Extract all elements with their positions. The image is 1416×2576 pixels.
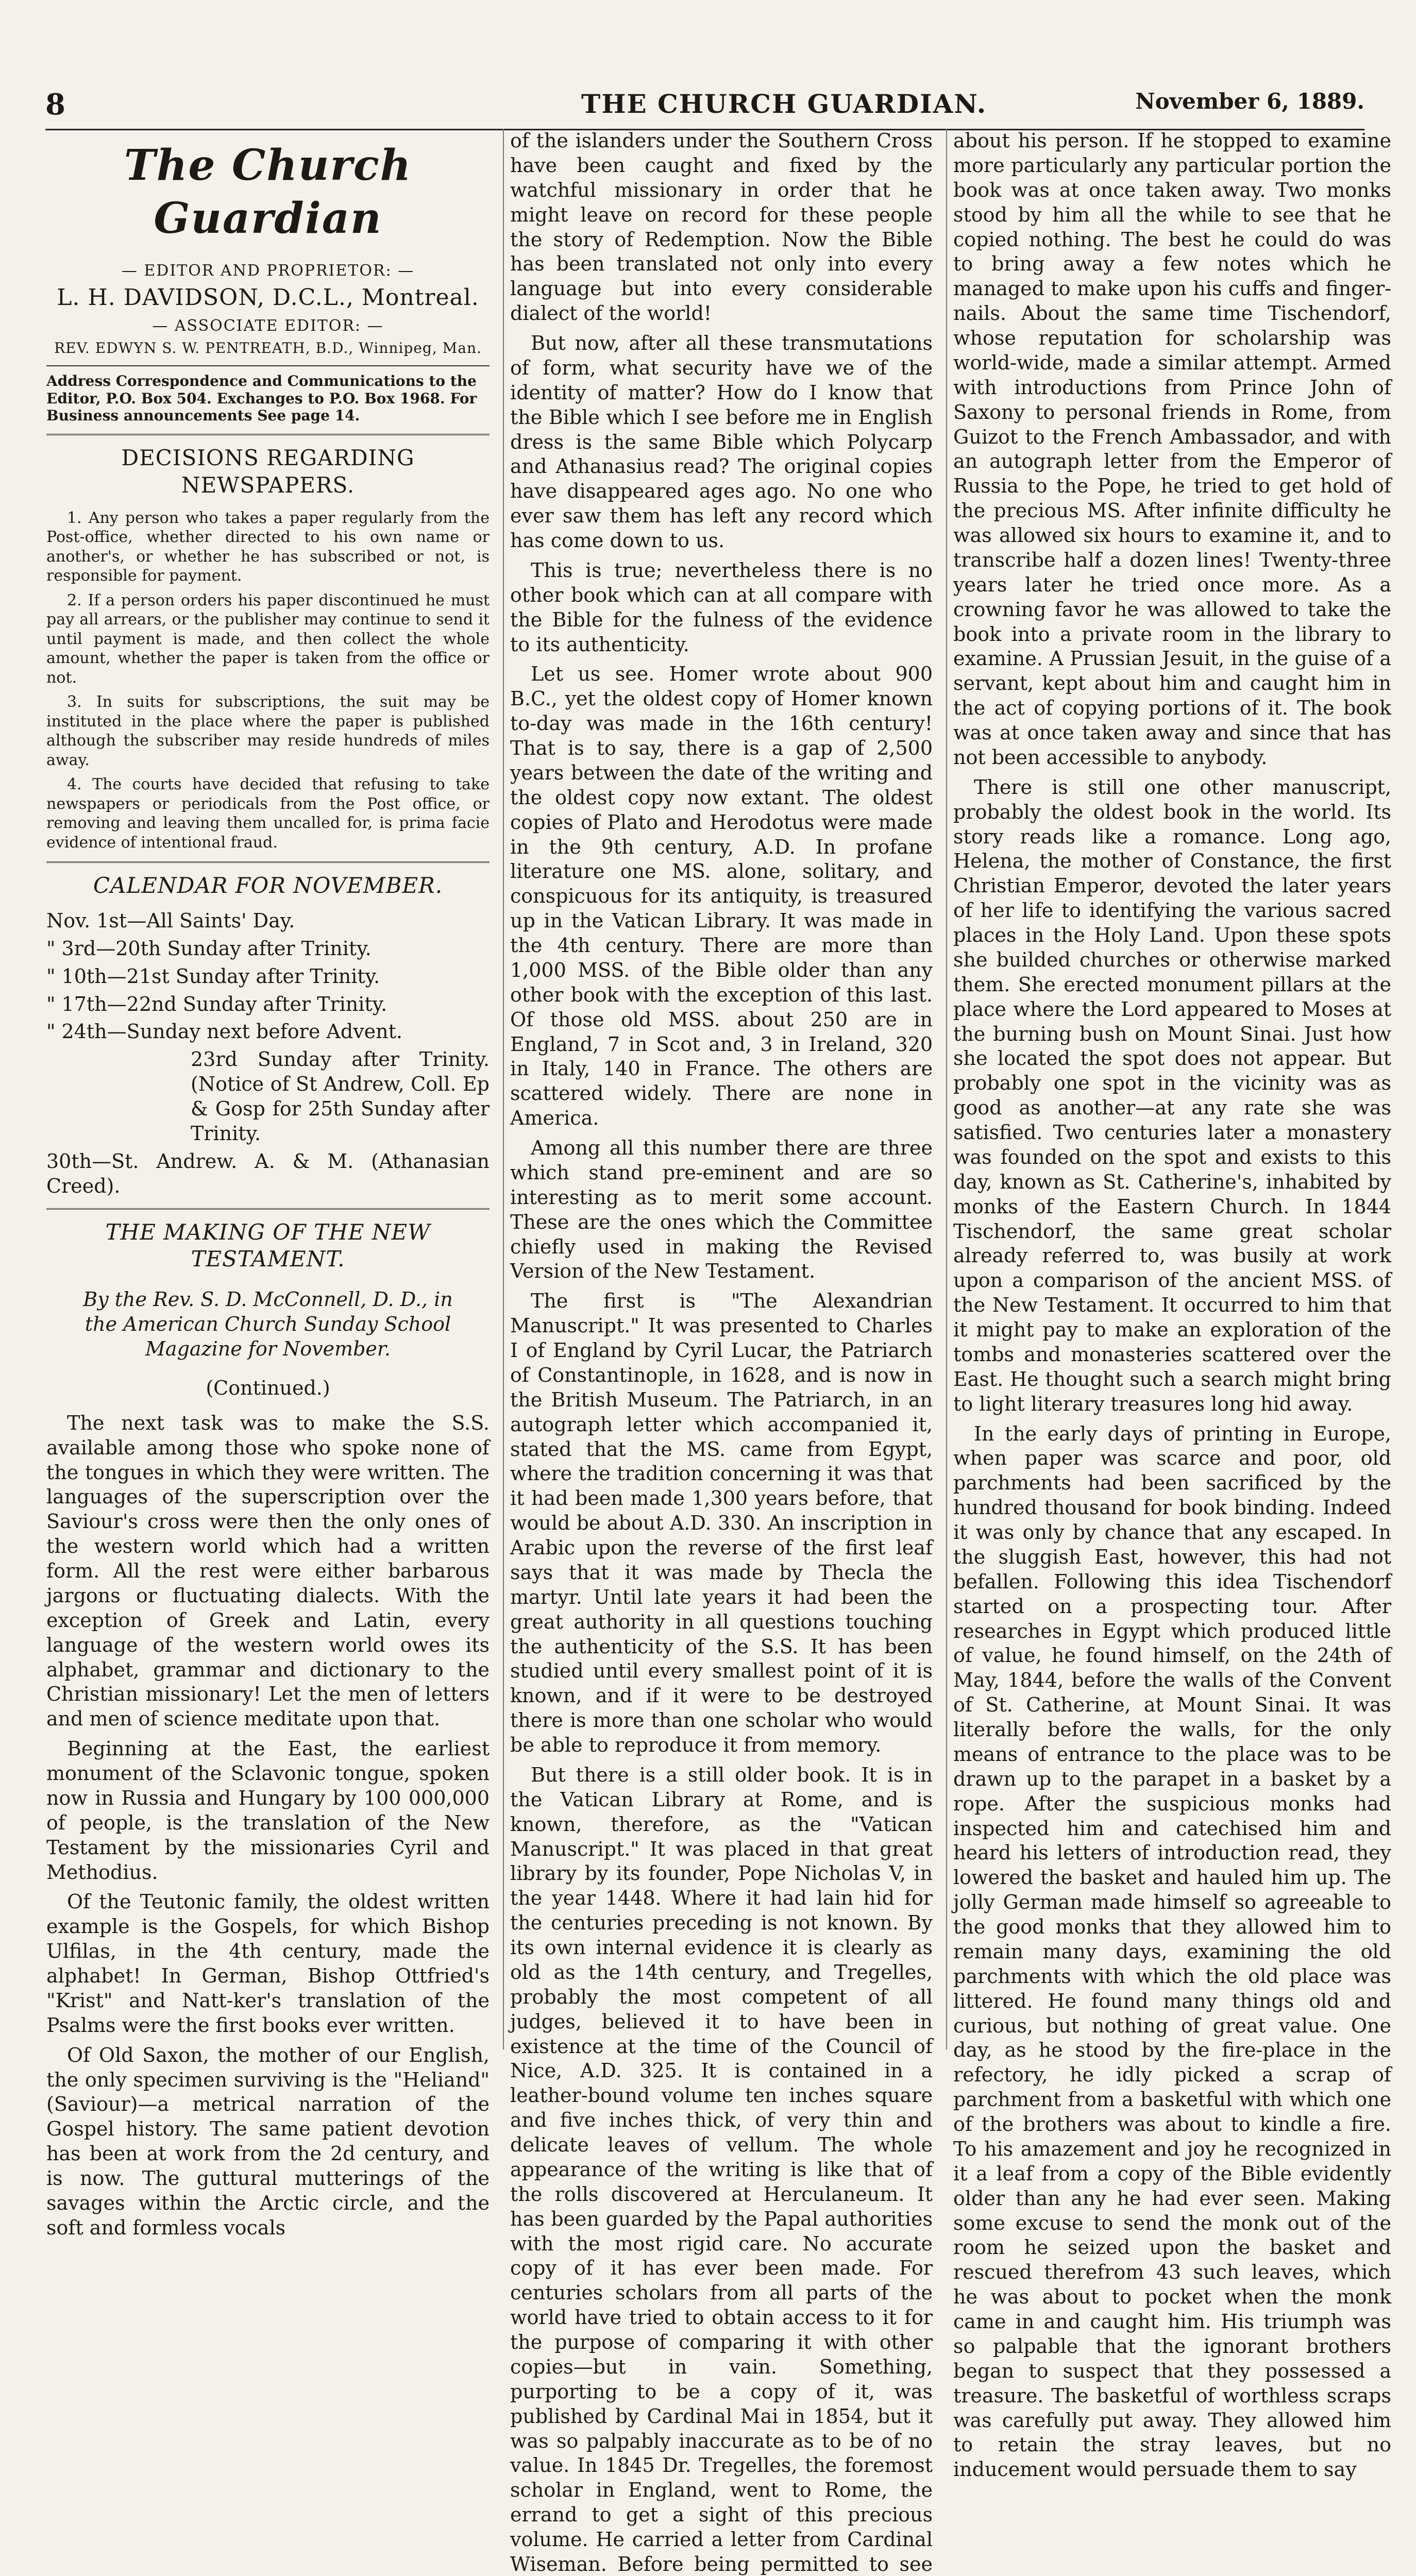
article-paragraph: Among all this number there are three which stand pre-eminent and are so interesting as to merit some account. These are the ones which the Committee chiefly used in making the Revised Version of the New Testament. [510, 1137, 933, 1283]
article-paragraph: Of the Teutonic family, the oldest written example is the Gospels, for which Bishop Ulfilas, in the 4th century, made the alphabet! In German, Bishop Ottfried's "Krist" and Natt-ker's translation of the Psalms were the first books ever written. [46, 1890, 490, 2037]
address-note: Address Correspondence and Communications to the Editor, P.O. Box 504. Exchanges to P.O. Box 1968. For Business announcements See page 14. [46, 365, 490, 425]
masthead-title: The Church Guardian [124, 141, 412, 244]
article-paragraph: Beginning at the East, the earliest monument of the Sclavonic tongue, spoken now in Russia and Hungary by 100 000,000 of people, is the translation of the New Testament by the missionaries Cyril and Methodius. [46, 1737, 490, 1884]
divider [46, 434, 490, 435]
calendar-line: 23rd Sunday after Trinity. (Notice of St Andrew, Coll. Ep & Gosp for 25th Sunday after Trinity. [191, 1048, 490, 1145]
article-paragraph: But now, after all these transmutations of form, what security have we of the identity of matter? How do I know that the Bible which I see before me in English dress is the same Bible which Polycarp and Athanasius read? The original copies have disappeared ages ago. No one who ever saw them has left any record which has come down to us. [510, 332, 933, 552]
page-header [45, 10, 1364, 130]
article-byline: By the Rev. S. D. McConnell, D. D., in the American Church Sunday School Magazine for November. [83, 1288, 453, 1361]
article-title: THE MAKING OF THE NEW TESTAMENT. [105, 1219, 431, 1272]
article-paragraph: of the islanders under the Southern Cross have been caught and fixed by the watchful missionary in order that he might leave on record for these people the story of Redemption. Now the Bible has been translated not only into every language but into every considerable dialect of the world! [510, 129, 933, 325]
editor-label: — EDITOR AND PROPRIETOR: — [121, 261, 415, 280]
calendar-line: 30th—St. Andrew. A. & M. (Athanasian Creed). [46, 1149, 490, 1197]
decisions-title: DECISIONS REGARDING NEWSPAPERS. [121, 445, 415, 498]
divider [46, 861, 490, 863]
continued-note: (Continued.) [206, 1376, 330, 1399]
issue-date: November 6, 1889. [1135, 89, 1364, 114]
article-paragraph: In the early days of printing in Europe, when paper was scarce and poor, old parchments had been sacrificed by the hundred thousand for book binding. Indeed it was only by chance that any escaped. In the sluggish East, however, this had not befallen. Following this idea Tischendorf started on a prospecting tour. After researches in Egypt which produced little of value, he found himself, on the 24th of May, 1844, before the walls of the Convent of St. Catherine, at Mount Sinai. It was literally before the walls, for the only means of entrance to the place was to be drawn up to the parapet in a basket by a rope. After the suspicious monks had inspected him and catechised him and heard his letters of introduction read, they lowered the basket and hauled him up. The jolly German made himself so agreeable to the good monks that they allowed him to remain many days, examining the old parchments with which the old place was littered. He found many things old and curious, but nothing of great value. One day, as he stood by the fire-place in the refectory, he idly picked a scrap of parchment from a basketful with which one of the brothers was about to kindle a fire. To his amazement and joy he recognized in it a leaf from a copy of the Bible evidently older than any he had ever seen. Making some excuse to send the monk out of the room he seized upon the basket and rescued therefrom 43 such leaves, which he was about to pocket when the monk came in and caught him. His triumph was so palpable that the ignorant brothers began to suspect that they possessed a treasure. The basketful of worthless scraps was carefully put away. They allowed him to retain the stray leaves, but no inducement would persuade them to say [953, 1422, 1391, 2481]
calendar-line: " 10th—21st Sunday after Trinity. [46, 964, 380, 988]
divider [46, 1208, 490, 1210]
decision-item: 3. In suits for subscriptions, the suit may be instituted in the place where the paper is published although the subscriber may reside hundreds of miles away. [46, 693, 490, 769]
calendar-line: " 17th—22nd Sunday after Trinity. [46, 992, 387, 1015]
masthead [46, 129, 490, 425]
decision-item: 1. Any person who takes a paper regularly from the Post-office, whether directed to his own name or another's, or whether he has subscribed or not, is responsible for payment. [46, 509, 490, 585]
associate-editor-name: REV. EDWYN S. W. PENTREATH, B.D., Winnipeg, Man. [54, 339, 482, 357]
article-paragraph: The first is "The Alexandrian Manuscript." It was presented to Charles I of England by Cyril Lucar, the Patriarch of Constantinople, in 1628, and is now in the British Museum. The Patriarch, in an autograph letter which accompanied it, stated that the MS. came from Egypt, where the tradition concerning it was that it had been made 1,300 years before, that would be about A.D. 330. An inscription in Arabic upon the reverse of the first leaf says that it was made by Thecla the martyr. Until late years it had been the great authority in all questions touching the authenticity of the S.S. It has been studied until every smallest point of it is known, and if it were to be destroyed there is more than one scholar who would be able to reproduce it from memory. [510, 1290, 933, 1756]
calendar-line: " 24th—Sunday next before Advent. [46, 1020, 402, 1043]
decision-item: 4. The courts have decided that refusing to take newspapers or periodicals from the Post office, or removing and leaving them uncalled for, is prima facie evidence of intentional fraud. [46, 775, 490, 852]
associate-editor-label: — ASSOCIATE EDITOR: — [152, 316, 384, 335]
column-2 [510, 129, 947, 2575]
column-3 [953, 129, 1391, 2481]
calendar-line: Nov. 1st—All Saints' Day. [46, 909, 295, 932]
article-paragraph: There is still one other manuscript, probably the oldest book in the world. Its story reads like a romance. Long ago, Helena, the mother of Constance, the first Christian Emperor, devoted the later years of her life to identifying the various sacred places in the Holy Land. Upon these spots she builded churches or otherwise marked them. She erected monument pillars at the place where the Lord appeared to Moses at the burning bush on Mount Sinai. Just how she located the spot does not appear. But probably one spot in the vicinity was as good as another—at any rate she was satisfied. Two centuries later a monastery was founded on the spot and exists to this day, known as St. Catherine's, inhabited by monks of the Eastern Church. In 1844 Tischendorf, the same great scholar already referred to, was busily at work upon a comparison of the ancient MSS. of the New Testament. It occurred to him that it might pay to make an exploration of the tombs and monasteries scattered over the East. He thought such a search might bring to light literary treasures long hid away. [953, 775, 1391, 1415]
article-paragraph: Of Old Saxon, the mother of our English, the only specimen surviving is the "Heliand" (Saviour)—a metrical narration of the Gospel history. The same patient devotion has been at work from the 2d century, and is now. The guttural mutterings of the savages within the Arctic circle, and the soft and formless vocals [46, 2043, 490, 2239]
article-paragraph: Let us see. Homer wrote about 900 B.C., yet the oldest copy of Homer known to-day was made in the 16th century! That is to say, there is a gap of 2,500 years between the date of the writing and the oldest copy now extant. The oldest copies of Plato and Herodotus were made in the 9th century, A.D. In profane literature one MS. alone, solitary, and conspicuous for its antiquity, is treasured up in the Vatican Library. It was made in the 4th century. There are more than 1,000 MSS. of the Bible older than any other book with the exception of this last. Of those old MSS. about 250 are in England, 7 in Scot and, 3 in Ireland, 320 in Italy, 140 in France. The others are scattered widely. There are none in America. [510, 663, 933, 1130]
decision-item: 2. If a person orders his paper discontinued he must pay all arrears, or the publisher may continue to send it until payment is made, and then collect the whole amount, whether the paper is taken from the office or not. [46, 591, 490, 687]
calendar-title: CALENDAR FOR NOVEMBER. [93, 873, 443, 899]
paper-title: THE CHURCH GUARDIAN. [581, 89, 987, 119]
article-paragraph: But there is a still older book. It is in the Vatican Library at Rome, and is known, therefore, as the "Vatican Manuscript." It was placed in that great library by its founder, Pope Nicholas V, in the year 1448. Where it had lain hid for the centuries preceding is not known. By its own internal evidence it is clearly as old as the 14th century, and Tregelles, probably the most competent of all judges, believed it to have been in existence at the time of the Council of Nice, A.D. 325. It is contained in a leather-bound volume ten inches square and five inches thick, of very thin and delicate leaves of vellum. The whole appearance of the writing is like that of the rolls discovered at Herculaneum. It has been guarded by the Papal authorities with the most rigid care. No accurate copy of it has ever been made. For centuries scholars from all parts of the world have tried to obtain access to it for the purpose of comparing it with other copies—but in vain. Something, purporting to be a copy of it, was published by Cardinal Mai in 1854, but it was so palpably inaccurate as to be of no value. In 1845 Dr. Tregelles, the foremost scholar in England, went to Rome, the errand to get a sight of this precious volume. He carried a letter from Cardinal Wiseman. Before being permitted to see [510, 1763, 933, 2575]
article-paragraph: This is true; nevertheless there is no other book which can at all compare with the Bible for the fulness of the evidence to its authenticity. [510, 558, 933, 656]
column-1 [46, 129, 504, 2239]
editor-name: L. H. DAVIDSON, D.C.L., Montreal. [57, 284, 479, 311]
article-paragraph: The next task was to make the S.S. available among those who spoke none of the tongues in which they were written. The languages of the superscription over the Saviour's cross were then the only ones of the western world which had a written form. All the rest were either barbarous jargons or fluctuating dialects. With the exception of Greek and Latin, every language of the western world owes its alphabet, grammar and dictionary to the Christian missionary! Let the men of letters and men of science meditate upon that. [46, 1411, 490, 1731]
calendar-line: " 3rd—20th Sunday after Trinity. [46, 937, 372, 960]
page-number: 8 [45, 88, 65, 122]
article-paragraph: about his person. If he stopped to examine more particularly any particular portion the book was at once taken away. Two monks stood by him all the while to see that he copied nothing. The best he could do was to bring away a few notes which he managed to make upon his cuffs and finger-nails. About the same time Tischendorf, whose reputation for scholarship was world-wide, made a similar attempt. Armed with introductions from Prince John of Saxony to personal friends in Rome, from Guizot to the French Ambassador, and with an autograph letter from the Emperor of Russia to the Pope, he tried to get hold of the precious MS. After infinite difficulty he was allowed six hours to examine it, and to transcribe half a dozen lines! Twenty-three years later he tried once more. As a crowning favor he was allowed to take the book into a private room in the library to examine. A Prussian Jesuit, in the guise of a servant, kept about him and caught him in the act of copying portions of it. The book was at once taken away and since that has not been accessible to anybody. [953, 129, 1391, 769]
